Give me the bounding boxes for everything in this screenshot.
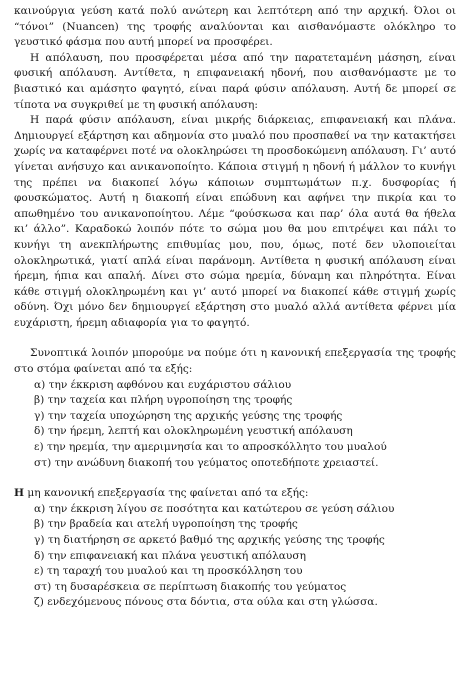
abnormal-intro-rest: μη κανονική επεξεργασία της φαίνεται από τα εξής: bbox=[24, 487, 309, 500]
list-item: γ) τη διατήρηση σε αρκετό βαθμό της αρχικής γεύσης της τροφής bbox=[34, 534, 385, 546]
list-item: στ) τη δυσαρέσκεια σε περίπτωση διακοπής του γεύματος bbox=[34, 580, 347, 593]
list-item: δ) την ήρεμη, λεπτή και ολοκληρωμένη γευστική απόλαυση bbox=[34, 425, 353, 438]
abnormal-intro-lead: Η bbox=[14, 487, 25, 500]
list-item: γ) την ταχεία υποχώρηση της αρχικής γεύσης της τροφής bbox=[34, 409, 343, 422]
abnormal-processing-list bbox=[14, 502, 456, 611]
paragraph-unnatural-pleasure: Η παρά φύσιν απόλαυση, είναι μικρής διάρκειας, επιφανειακή και πλάνα. Δημιουργεί εξάρτηση και αδημονία στο μυαλό που προσπαθεί να την κατακτήσει χωρίς να καταφέρνει ποτέ να ολοκληρώσει τη προσδοκώμενη απόλαυση. Γι’ αυτό γίνεται ανήσυχο και ανικανοποίητο. Κάποια στιγμή η ηδονή ή μάλλον το κυνήγι της πρέπει να διακοπεί λόγω κάποιων συμπτωμάτων π.χ. δυσφορίας ή φουσκώματος. Αυτή η διακοπή είναι επώδυνη και αφήνει την πικρία και το απωθημένο του ανικανοποίητου. Λέμε “φούσκωσα και παρ’ όλα αυτά θα ήθελα κι’ άλλο”. Καραδοκώ λοιπόν πότε το σώμα μου θα μου επιτρέψει και πάλι το κυνήγι τη ανεκπλήρωτης επιθυμίας μου, που, όμως, ποτέ δεν υλοποιείται ολοκληρωτικά, γιατί απλά είναι παράνομη. Αντίθετα η φυσική απόλαυση είναι ήρεμη, ήπια και απαλή. Δίνει στο σώμα ηρεμία, δύναμη και πληρότητα. Είναι κάθε στιγμή ολοκληρωμένη και γι’ αυτό μπορεί να διακοπεί κάθε στιγμή χωρίς οδύνη. Όχι μόνο δεν δημιουργεί εξάρτηση στο μυαλό αλλά αντίθετα φέρνει μία ευχάριστη, ήρεμη αδιαφορία για το φαγητό. bbox=[14, 114, 456, 329]
spacer bbox=[14, 471, 456, 486]
document-page bbox=[14, 4, 456, 611]
normal-processing-list bbox=[14, 378, 456, 472]
summary-intro: Συνοπτικά λοιπόν μπορούμε να πούμε ότι η κανονική επεξεργασία της τροφής στο στόμα φαίνεται από τα εξής: bbox=[14, 347, 456, 376]
list-item: δ) την επιφανειακή και πλάνα γευστική απόλαυση bbox=[34, 549, 306, 562]
abnormal-intro bbox=[14, 486, 456, 502]
spacer bbox=[14, 331, 456, 346]
list-item: α) την έκκριση αφθόνου και ευχάριστου σάλιου bbox=[34, 378, 292, 391]
list-item: ζ) ενδεχόμενους πόνους στα δόντια, στα ούλα και στη γλώσσα. bbox=[34, 596, 378, 609]
paragraph-continuation: καινούργια γεύση κατά πολύ ανώτερη και λεπτότερη από την αρχική. Όλοι οι “τόνοι” (Nuancen) της τροφής αναλύονται και αισθανόμαστε ολόκληρο το γευστικό φάσμα που αυτή μπορεί να προσφέρει. bbox=[14, 5, 456, 49]
list-item: α) την έκκριση λίγου σε ποσότητα και κατώτερου σε γεύση σάλιου bbox=[34, 502, 395, 515]
list-item: β) την ταχεία και πλήρη υγροποίηση της τροφής bbox=[34, 394, 293, 407]
list-item: β) την βραδεία και ατελή υγροποίηση της τροφής bbox=[34, 518, 298, 531]
list-item: στ) την ανώδυνη διακοπή του γεύματος οποτεδήποτε χρειαστεί. bbox=[34, 456, 379, 469]
list-item: ε) την ηρεμία, την αμεριμνησία και το απροσκόλλητο του μυαλού bbox=[34, 441, 387, 454]
paragraph-natural-pleasure: Η απόλαυση, που προσφέρεται μέσα από την παρατεταμένη μάσηση, είναι φυσική απόλαυση. Αντίθετα, η επιφανειακή ηδονή, που αισθανόμαστε με το βιαστικό και αμάσητο φαγητό, είναι παρά φύσιν απόλαυση. Αυτή δε μπορεί σε τίποτα να συγκριθεί με τη φυσική απόλαυση: bbox=[14, 51, 456, 111]
list-item: ε) τη ταραχή του μυαλού και τη προσκόλληση του bbox=[34, 565, 303, 578]
